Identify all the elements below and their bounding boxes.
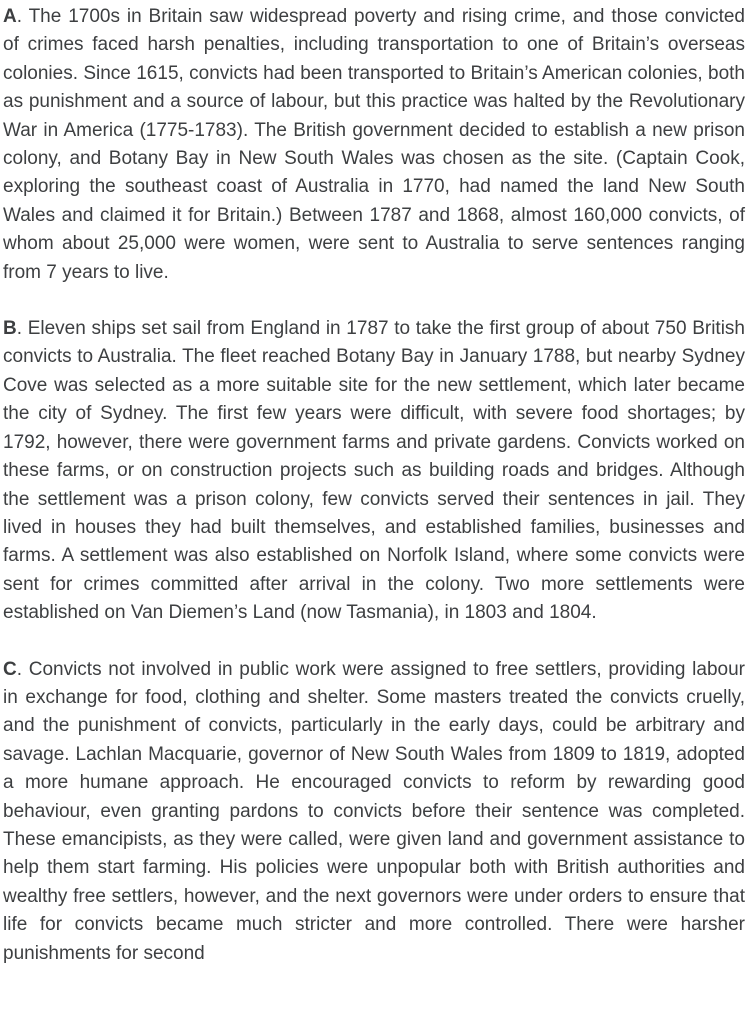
- paragraph-b-text: . Eleven ships set sail from England in 1787 to take the first group of about 750 British convicts to Australia. The fleet reached Botany Bay in January 1788, but nearby Sydney Cove was selected as a more suitable site for the new settlement, which later became the city of Sydney. The first few years were difficult, with severe food shortages; by 1792, however, there were government farms and private gardens. Convicts worked on these farms, or on construction projects such as building roads and bridges. Although the settlement was a prison colony, few convicts served their sentences in jail. They lived in houses they had built themselves, and established families, businesses and farms. A settlement was also established on Norfolk Island, where some convicts were sent for crimes committed after arrival in the colony. Two more settlements were established on Van Diemen’s Land (now Tasmania), in 1803 and 1804.: [3, 318, 745, 624]
- paragraph-a-text: . The 1700s in Britain saw widespread poverty and rising crime, and those convicted of crimes faced harsh penalties, including transportation to one of Britain’s overseas colonies. Since 1615, convicts had been transported to Britain’s American colonies, both as punishment and a source of labour, but this practice was halted by the Revolutionary War in America (1775-1783). The British government decided to establish a new prison colony, and Botany Bay in New South Wales was chosen as the site. (Captain Cook, exploring the southeast coast of Australia in 1770, had named the land New South Wales and claimed it for Britain.) Between 1787 and 1868, almost 160,000 convicts, of whom about 25,000 were women, were sent to Australia to serve sentences ranging from 7 years to live.: [3, 6, 745, 283]
- paragraph-c-text: . Convicts not involved in public work were assigned to free settlers, providing labour in exchange for food, clothing and shelter. Some masters treated the convicts cruelly, and the punishment of convicts, particularly in the early days, could be arbitrary and savage. Lachlan Macquarie, governor of New South Wales from 1809 to 1819, adopted a more humane approach. He encouraged convicts to reform by rewarding good behaviour, even granting pardons to convicts before their sentence was completed. These emancipists, as they were called, were given land and government assistance to help them start farming. His policies were unpopular both with British authorities and wealthy free settlers, however, and the next governors were under orders to ensure that life for convicts became much stricter and more controlled. There were harsher punishments for second: [3, 658, 745, 964]
- paragraph-b-label: B: [3, 318, 17, 340]
- paragraph-a-label: A: [3, 6, 17, 27]
- paragraph-b: [3, 315, 745, 627]
- paragraph-c-label: C: [3, 658, 17, 680]
- paragraph-a: [3, 3, 745, 287]
- paragraph-c: [3, 656, 745, 968]
